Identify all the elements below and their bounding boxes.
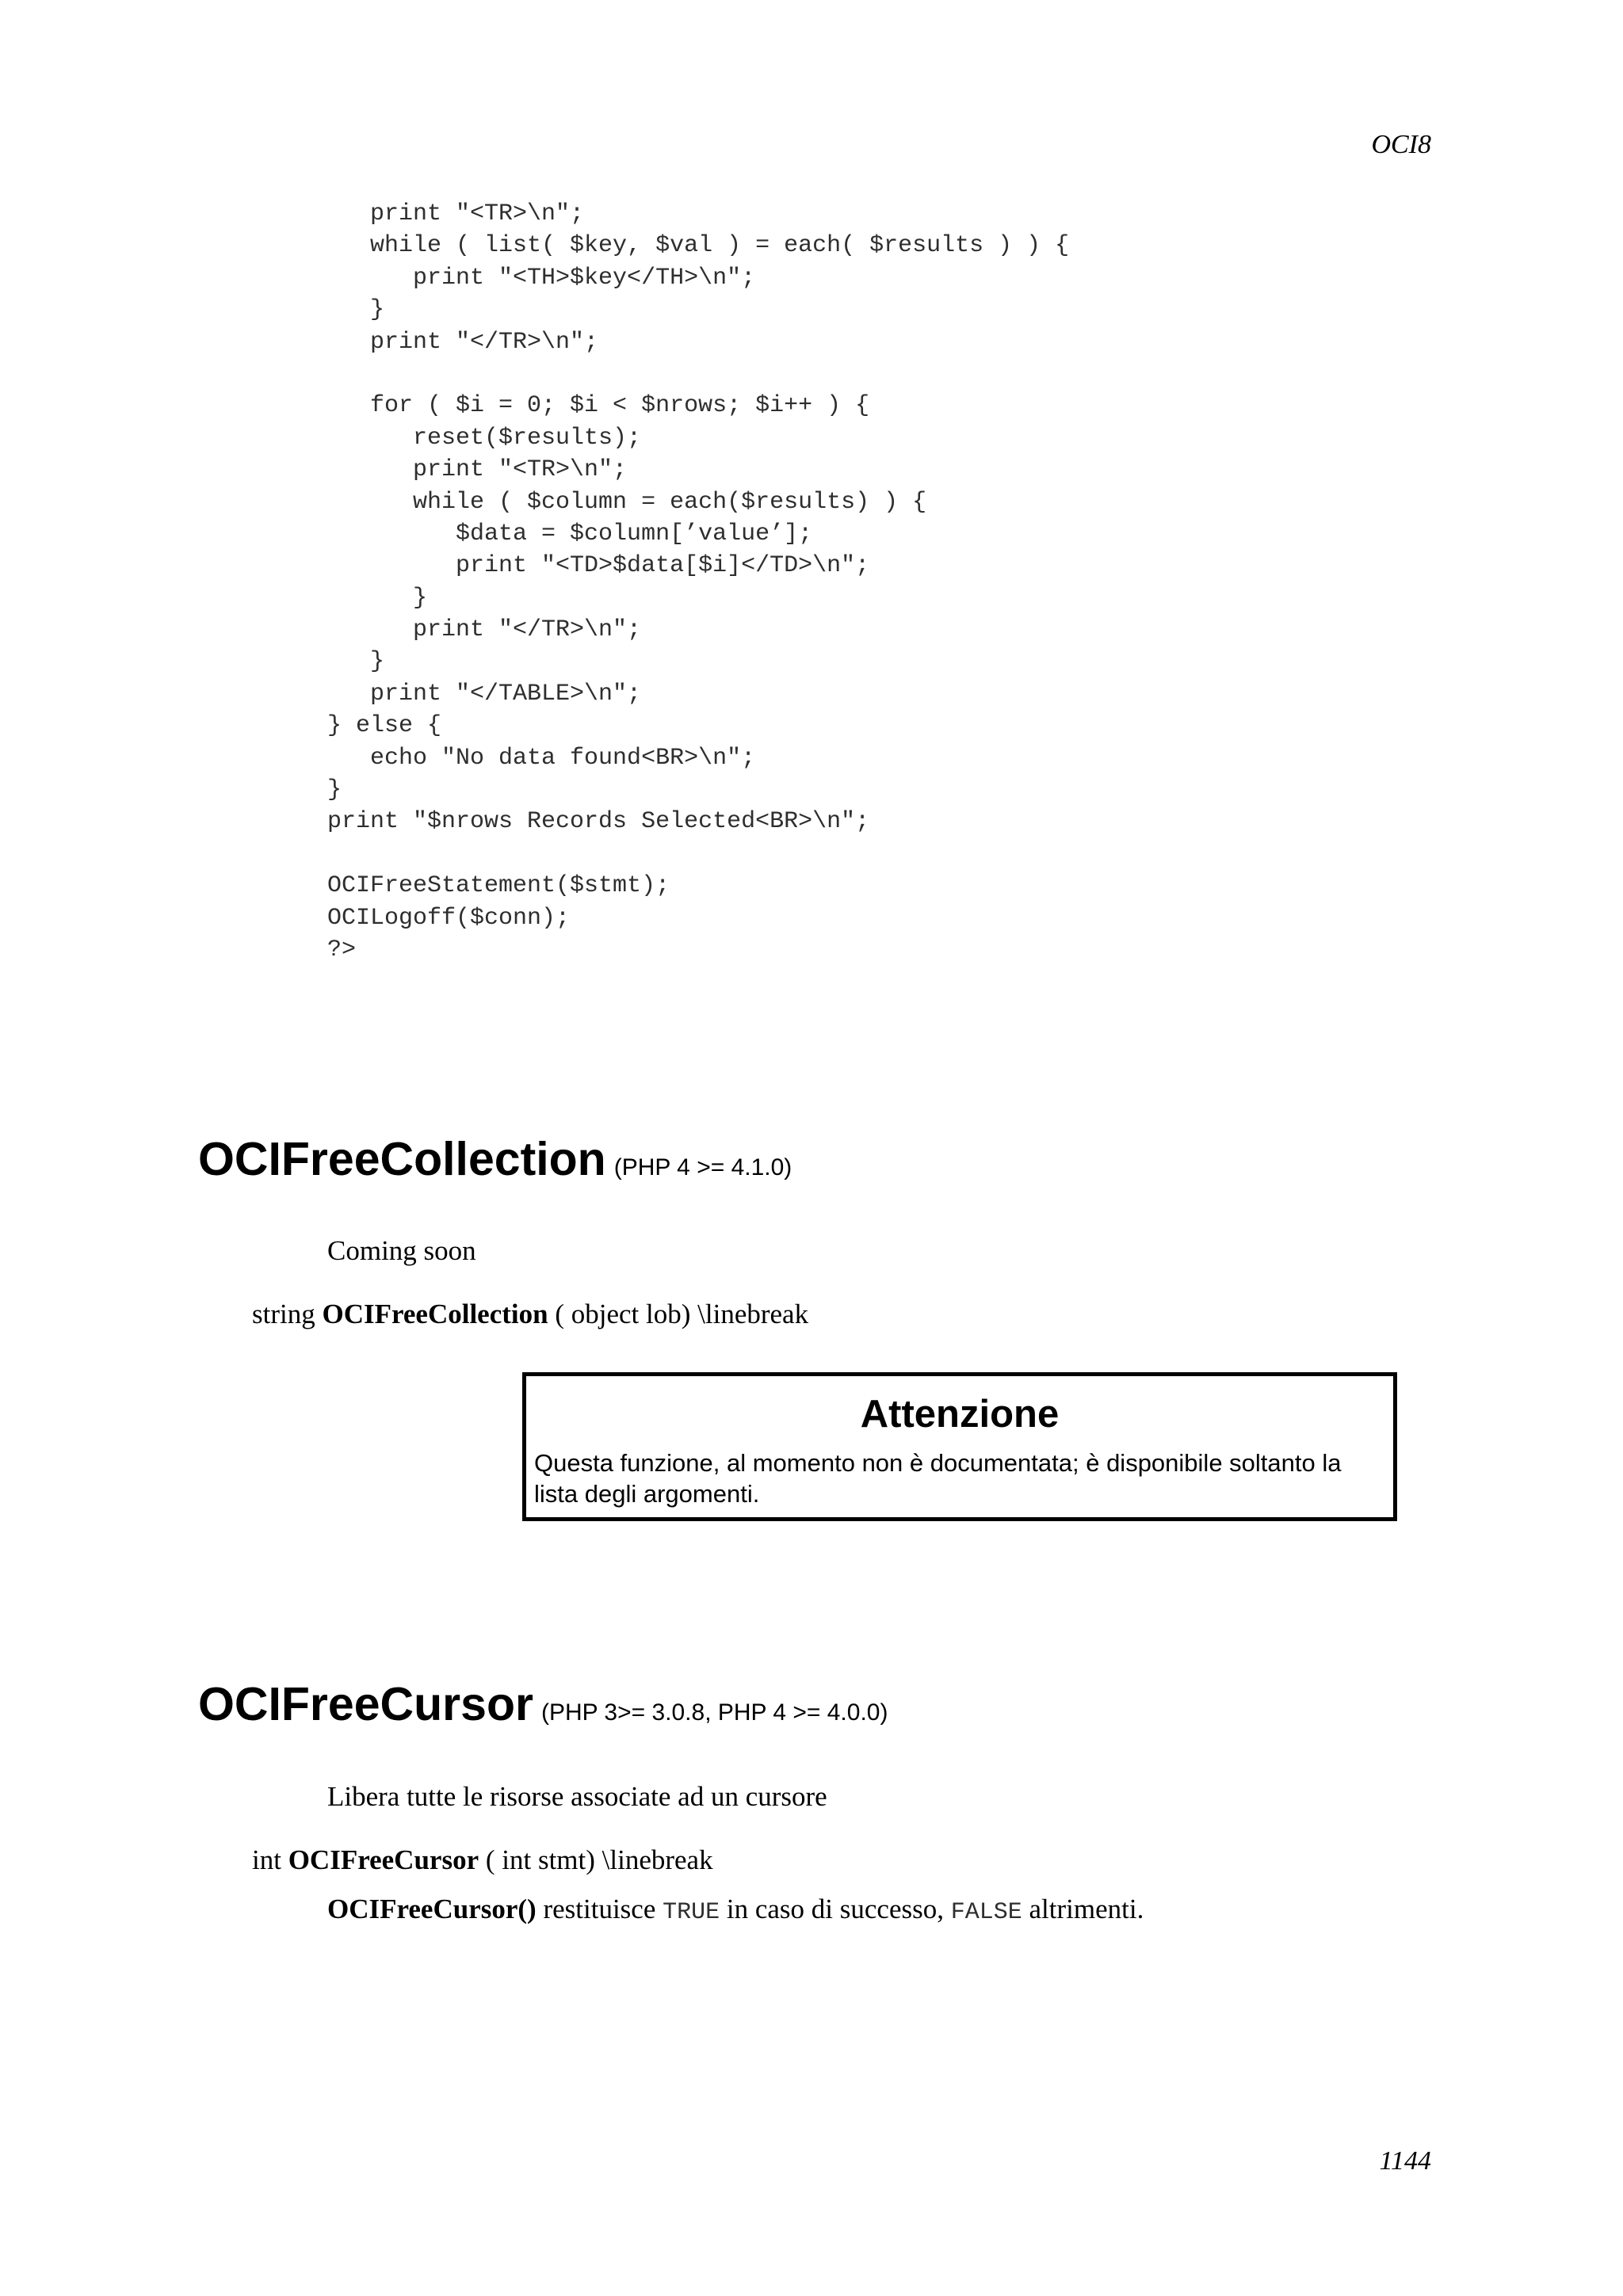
- function-synopsis: [252, 1844, 713, 1876]
- code-line: OCIFreeStatement($stmt);: [327, 872, 670, 900]
- function-purpose: Libera tutte le risorse associate ad un cursore: [327, 1781, 827, 1812]
- function-name: OCIFreeCollection: [322, 1299, 548, 1329]
- function-title: [198, 1133, 792, 1195]
- constant-true: TRUE: [663, 1899, 720, 1926]
- code-line: print "<TD>$data[$i]</TD>\n";: [327, 552, 870, 580]
- code-line: ?>: [327, 936, 357, 963]
- code-line: print "<TR>\n";: [327, 456, 628, 484]
- function-reference: OCIFreeCursor(): [327, 1894, 537, 1924]
- code-line: }: [327, 776, 342, 804]
- code-line: $data = $column[’value’];: [327, 520, 813, 547]
- code-example: [327, 198, 1069, 966]
- function-name: OCIFreeCursor: [288, 1844, 479, 1875]
- function-params: ( int stmt) \linebreak: [485, 1844, 713, 1875]
- code-line: OCILogoff($conn);: [327, 904, 571, 932]
- code-line: reset($results);: [327, 424, 642, 452]
- function-title-name: OCIFreeCollection: [198, 1133, 606, 1185]
- code-line: print "$nrows Records Selected<BR>\n";: [327, 808, 870, 836]
- code-line: print "<TH>$key</TH>\n";: [327, 264, 756, 292]
- code-line: }: [327, 584, 428, 612]
- function-title-name: OCIFreeCursor: [198, 1678, 533, 1730]
- version-info: (PHP 3>= 3.0.8, PHP 4 >= 4.0.0): [540, 1699, 888, 1726]
- code-line: print "<TR>\n";: [327, 200, 585, 227]
- code-line: }: [327, 296, 385, 324]
- code-line: [327, 838, 1069, 870]
- function-synopsis: [252, 1299, 808, 1330]
- return-type: int: [252, 1844, 281, 1875]
- code-line: }: [327, 648, 385, 676]
- warning-box: [522, 1372, 1397, 1521]
- code-line: print "</TR>\n";: [327, 328, 599, 356]
- description-text: altrimenti.: [1029, 1894, 1144, 1924]
- warning-text-line: Questa funzione, al momento non è documentata; è disponibile soltanto la: [534, 1449, 1342, 1477]
- code-line: echo "No data found<BR>\n";: [327, 744, 756, 772]
- code-line: while ( $column = each($results) ) {: [327, 488, 927, 516]
- function-title: [198, 1678, 888, 1740]
- code-line: print "</TR>\n";: [327, 616, 642, 644]
- version-info: (PHP 4 >= 4.1.0): [613, 1154, 792, 1180]
- warning-text: [534, 1447, 1342, 1509]
- code-line: } else {: [327, 712, 442, 740]
- running-header: OCI8: [1371, 130, 1431, 159]
- return-type: string: [252, 1299, 315, 1329]
- page-number: 1144: [1379, 2146, 1431, 2176]
- warning-title: Attenzione: [860, 1393, 1060, 1436]
- description-text: in caso di successo,: [726, 1894, 944, 1924]
- constant-false: FALSE: [950, 1899, 1022, 1926]
- code-line: for ( $i = 0; $i < $nrows; $i++ ) {: [327, 392, 870, 420]
- code-line: [327, 358, 1069, 390]
- code-line: print "</TABLE>\n";: [327, 680, 642, 707]
- warning-text-line: lista degli argomenti.: [534, 1480, 760, 1508]
- return-value-description: [327, 1894, 1144, 1928]
- function-purpose: Coming soon: [327, 1235, 476, 1266]
- function-params: ( object lob) \linebreak: [555, 1299, 809, 1329]
- code-line: while ( list( $key, $val ) = each( $results ) ) {: [327, 232, 1070, 260]
- description-text: restituisce: [543, 1894, 656, 1924]
